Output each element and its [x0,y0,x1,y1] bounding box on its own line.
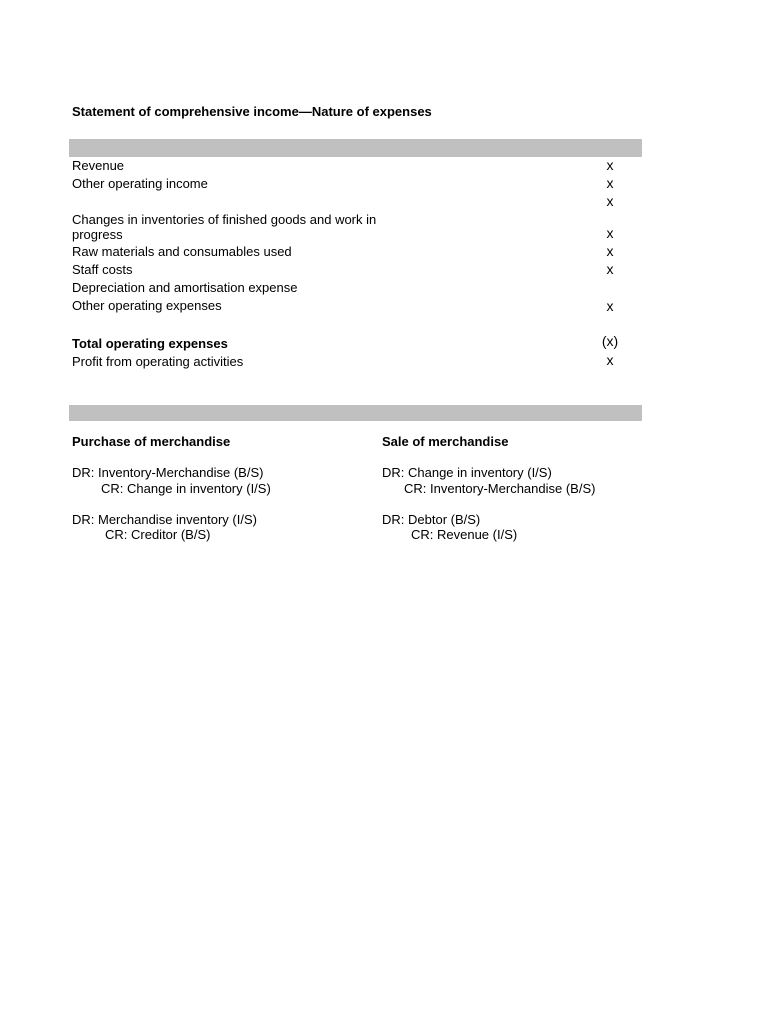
document-title: Statement of comprehensive income—Nature of expenses [72,104,432,119]
sale-entry1-debit: DR: Change in inventory (I/S) [382,465,552,480]
sale-entry2-debit: DR: Debtor (B/S) [382,512,481,527]
inventories-label-line2: progress [72,227,123,242]
total-expenses-label: Total operating expenses [72,336,228,351]
purchase-entry2-credit: CR: Creditor (B/S) [105,527,211,542]
revenue-value: x [606,157,614,173]
profit-label: Profit from operating activities [72,354,244,369]
header-band [69,139,642,157]
staff-costs-label: Staff costs [72,262,133,277]
subtotal-value: x [606,193,614,209]
purchase-entry1-credit: CR: Change in inventory (I/S) [101,481,271,496]
purchase-entry1-debit: DR: Inventory-Merchandise (B/S) [72,465,264,480]
other-income-label: Other operating income [72,176,208,191]
total-expenses-value: (x) [601,333,619,349]
sale-heading: Sale of merchandise [382,434,509,449]
section-band [69,405,642,421]
raw-materials-label: Raw materials and consumables used [72,244,292,259]
raw-materials-value: x [606,243,614,259]
inventories-value: x [606,225,614,241]
revenue-label: Revenue [72,158,125,173]
purchase-heading: Purchase of merchandise [72,434,231,449]
inventories-label-line1: Changes in inventories of finished goods and work in [72,212,377,227]
sale-entry1-credit: CR: Inventory-Merchandise (B/S) [404,481,596,496]
profit-value: x [606,352,614,368]
other-expenses-value: x [606,298,614,314]
sale-entry2-credit: CR: Revenue (I/S) [411,527,518,542]
other-income-value: x [606,175,614,191]
depreciation-label: Depreciation and amortisation expense [72,280,298,295]
staff-costs-value: x [606,261,614,277]
other-expenses-label: Other operating expenses [72,298,222,313]
purchase-entry2-debit: DR: Merchandise inventory (I/S) [72,512,257,527]
